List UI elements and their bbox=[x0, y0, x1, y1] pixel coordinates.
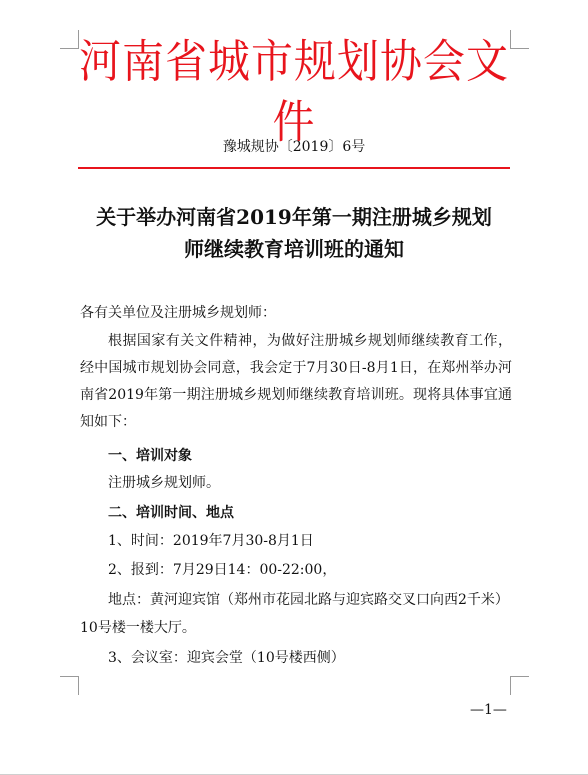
crop-mark-bottom-right bbox=[510, 676, 529, 695]
notice-title bbox=[78, 201, 510, 265]
section-2-location-line-2: 10号楼一楼大厅。 bbox=[80, 620, 196, 636]
document-number: 豫城规协〔2019〕6号 bbox=[222, 139, 366, 155]
page-number: —1— bbox=[470, 702, 507, 718]
document-header-title: 河南省城市规划协会文件 bbox=[78, 34, 509, 149]
section-2-item-registration: 2、报到：7月29日14：00-22:00， bbox=[108, 562, 337, 578]
crop-mark-bottom-left bbox=[60, 676, 79, 695]
section-2-heading: 二、培训时间、地点 bbox=[108, 505, 234, 521]
section-2-item-time: 1、时间：2019年7月30-8月1日 bbox=[108, 533, 314, 549]
red-separator-line bbox=[78, 167, 510, 169]
notice-title-line-1: 关于举办河南省2019年第一期注册城乡规划 bbox=[96, 205, 492, 229]
section-1-content: 注册城乡规划师。 bbox=[108, 475, 220, 491]
section-2-item-meeting-room: 3、会议室：迎宾会堂（10号楼西侧） bbox=[108, 650, 345, 666]
section-2-location-line-1: 地点：黄河迎宾馆（郑州市花园北路与迎宾路交叉口向西2千米） bbox=[108, 592, 509, 608]
notice-title-line-2: 师继续教育培训班的通知 bbox=[184, 237, 404, 261]
intro-paragraph: 根据国家有关文件精神，为做好注册城乡规划师继续教育工作，经中国城市规划协会同意，我会定于7月30日-8月1日，在郑州举办河南省2019年第一期注册城乡规划师继续教育培训班。现将具体事宜通知如下： bbox=[80, 333, 512, 430]
section-1-heading: 一、培训对象 bbox=[108, 448, 192, 464]
salutation: 各有关单位及注册城乡规划师： bbox=[80, 305, 276, 321]
